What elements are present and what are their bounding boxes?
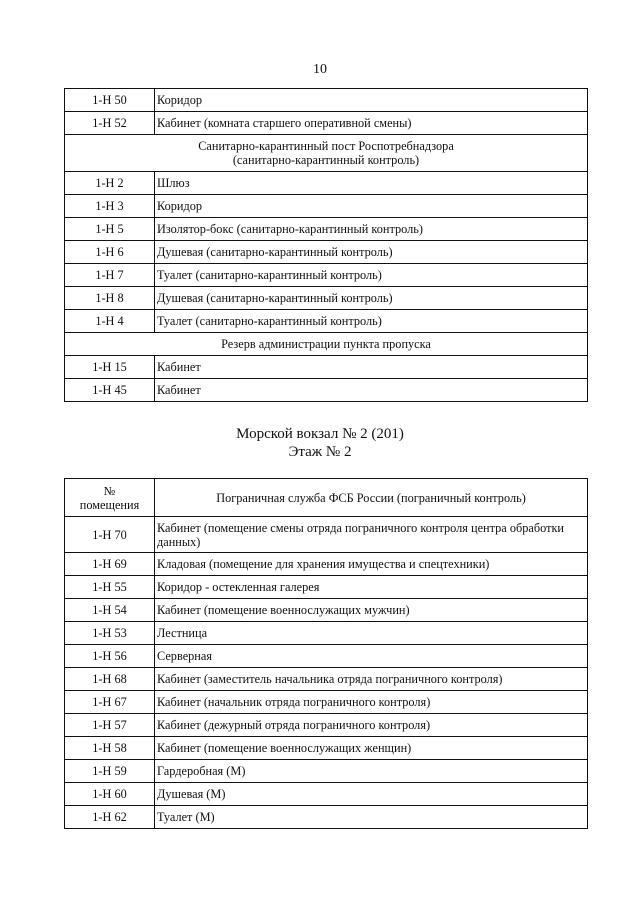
room-number: 1-Н 50 xyxy=(65,89,155,112)
table-row xyxy=(65,195,588,218)
room-description: Кладовая (помещение для хранения имущества и спецтехники) xyxy=(155,553,588,576)
table-row xyxy=(65,264,588,287)
section-row xyxy=(65,135,588,172)
room-number: 1-Н 58 xyxy=(65,737,155,760)
table-row xyxy=(65,622,588,645)
room-number: 1-Н 53 xyxy=(65,622,155,645)
page-number: 10 xyxy=(313,62,327,77)
room-description: Кабинет (помещение смены отряда пограничного контроля центра обработки данных) xyxy=(155,517,588,553)
room-description: Коридор xyxy=(155,89,588,112)
room-description: Туалет (санитарно-карантинный контроль) xyxy=(155,264,588,287)
room-description: Душевая (санитарно-карантинный контроль) xyxy=(155,287,588,310)
room-number: 1-Н 3 xyxy=(65,195,155,218)
room-description: Гардеробная (М) xyxy=(155,760,588,783)
room-description: Туалет (санитарно-карантинный контроль) xyxy=(155,310,588,333)
room-number: 1-Н 54 xyxy=(65,599,155,622)
room-description: Коридор - остекленная галерея xyxy=(155,576,588,599)
room-description: Коридор xyxy=(155,195,588,218)
section-row xyxy=(65,333,588,356)
room-number: 1-Н 7 xyxy=(65,264,155,287)
room-number: 1-Н 55 xyxy=(65,576,155,599)
room-description: Душевая (санитарно-карантинный контроль) xyxy=(155,241,588,264)
table-row xyxy=(65,310,588,333)
table-row xyxy=(65,737,588,760)
room-number: 1-Н 2 xyxy=(65,172,155,195)
table-row xyxy=(65,576,588,599)
building-title: Морской вокзал № 2 (201) xyxy=(236,426,404,442)
table-row xyxy=(65,599,588,622)
room-number: 1-Н 57 xyxy=(65,714,155,737)
room-number: 1-Н 62 xyxy=(65,806,155,829)
floor-title: Этаж № 2 xyxy=(288,444,352,460)
table-row xyxy=(65,645,588,668)
table-row xyxy=(65,172,588,195)
room-description: Кабинет (помещение военнослужащих женщин) xyxy=(155,737,588,760)
table-row xyxy=(65,517,588,553)
room-number: 1-Н 6 xyxy=(65,241,155,264)
room-number: 1-Н 68 xyxy=(65,668,155,691)
column-header-number xyxy=(65,479,155,517)
room-description: Кабинет xyxy=(155,356,588,379)
room-number: 1-Н 4 xyxy=(65,310,155,333)
room-description: Кабинет (заместитель начальника отряда пограничного контроля) xyxy=(155,668,588,691)
table-row xyxy=(65,783,588,806)
room-number: 1-Н 8 xyxy=(65,287,155,310)
table-header-row xyxy=(65,479,588,517)
room-number: 1-Н 56 xyxy=(65,645,155,668)
rooms-table-floor-2 xyxy=(64,478,588,829)
room-description: Кабинет (дежурный отряда пограничного контроля) xyxy=(155,714,588,737)
section-heading: Резерв администрации пункта пропуска xyxy=(65,333,588,356)
table-row xyxy=(65,356,588,379)
table-row xyxy=(65,691,588,714)
room-number: 1-Н 67 xyxy=(65,691,155,714)
room-number: 1-Н 45 xyxy=(65,379,155,402)
section-heading-line: (санитарно-карантинный контроль) xyxy=(232,153,420,167)
room-number: 1-Н 69 xyxy=(65,553,155,576)
table-row xyxy=(65,218,588,241)
room-number: 1-Н 70 xyxy=(65,517,155,553)
table-row xyxy=(65,760,588,783)
table-row xyxy=(65,287,588,310)
column-header-line: помещения xyxy=(79,497,140,512)
building-heading xyxy=(0,425,640,461)
table-row xyxy=(65,714,588,737)
table-row xyxy=(65,379,588,402)
table-row xyxy=(65,112,588,135)
room-number: 1-Н 59 xyxy=(65,760,155,783)
room-number: 1-Н 60 xyxy=(65,783,155,806)
room-description: Шлюз xyxy=(155,172,588,195)
room-description: Кабинет (помещение военнослужащих мужчин) xyxy=(155,599,588,622)
table-row xyxy=(65,668,588,691)
room-description: Кабинет xyxy=(155,379,588,402)
room-number: 1-Н 15 xyxy=(65,356,155,379)
table-row xyxy=(65,806,588,829)
room-description: Кабинет (начальник отряда пограничного контроля) xyxy=(155,691,588,714)
room-number: 1-Н 5 xyxy=(65,218,155,241)
room-description: Душевая (М) xyxy=(155,783,588,806)
room-description: Лестница xyxy=(155,622,588,645)
column-header-line: № xyxy=(103,483,116,498)
column-header-service: Пограничная служба ФСБ России (пограничный контроль) xyxy=(155,479,588,517)
section-heading-line: Санитарно-карантинный пост Роспотребнадзора xyxy=(198,139,454,153)
section-heading xyxy=(65,135,588,172)
room-description: Кабинет (комната старшего оперативной смены) xyxy=(155,112,588,135)
room-description: Туалет (М) xyxy=(155,806,588,829)
table-row xyxy=(65,553,588,576)
table-row xyxy=(65,89,588,112)
room-number: 1-Н 52 xyxy=(65,112,155,135)
room-description: Серверная xyxy=(155,645,588,668)
rooms-table-floor-1 xyxy=(64,88,588,402)
room-description: Изолятор-бокс (санитарно-карантинный контроль) xyxy=(155,218,588,241)
table-row xyxy=(65,241,588,264)
